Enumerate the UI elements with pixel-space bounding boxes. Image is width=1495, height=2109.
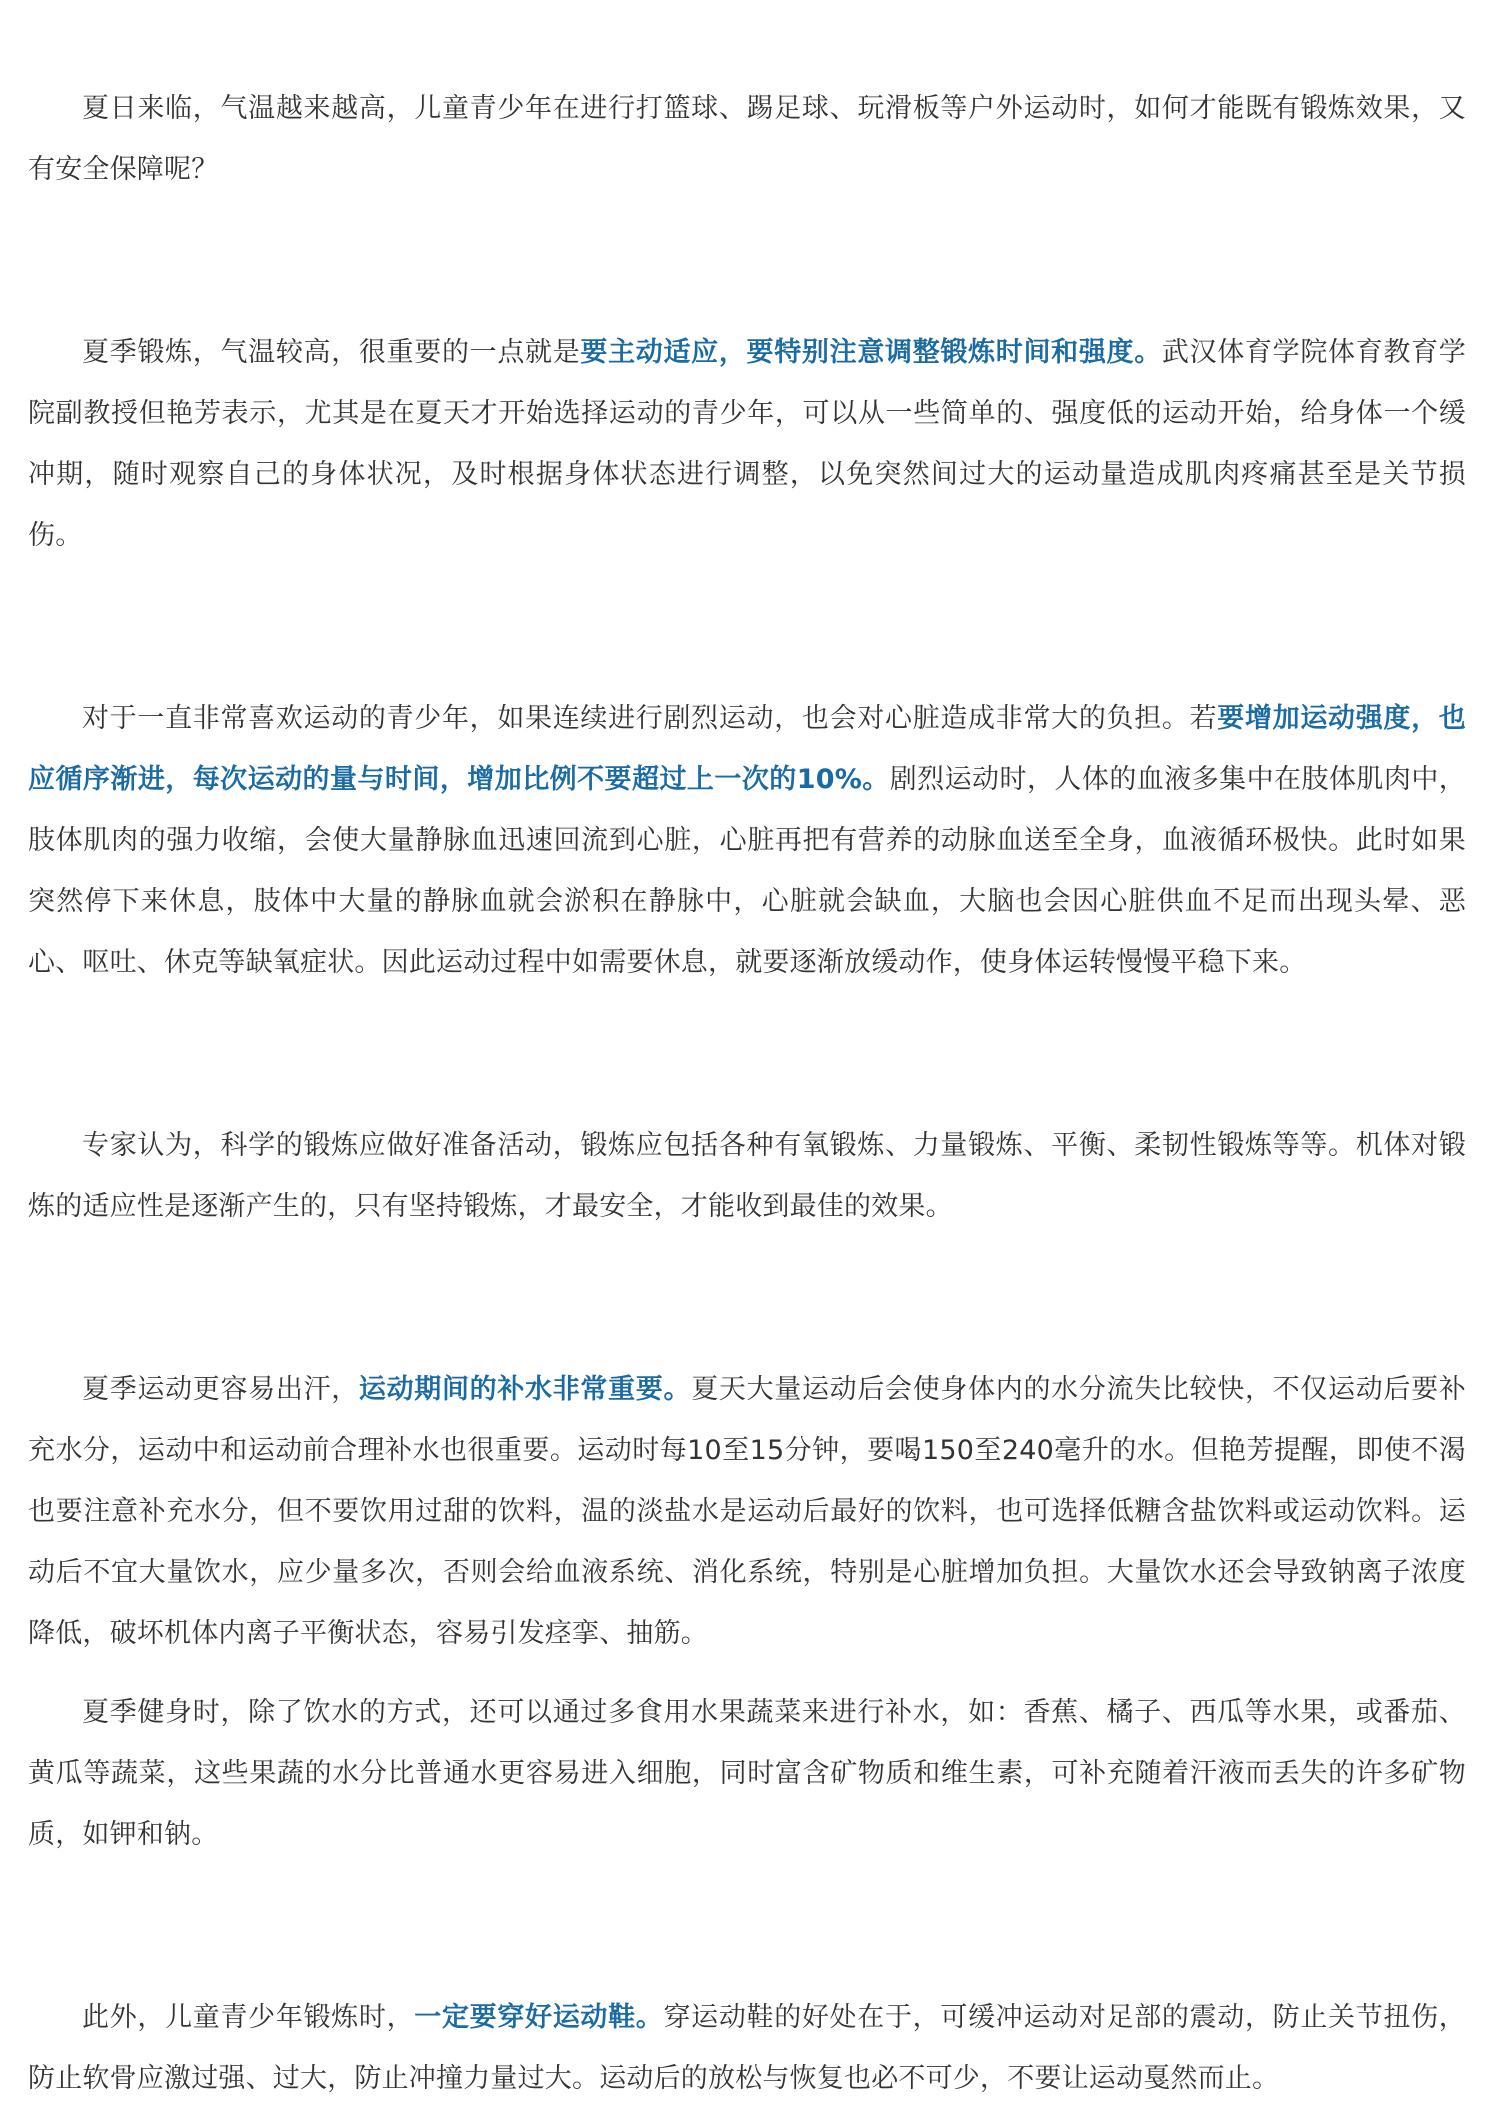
paragraph-text: 夏天大量运动后会使身体内的水分流失比较快，不仅运动后要补充水分，运动中和运动前合理补水也很重要。运动时每10至15分钟，要喝150至240毫升的水。但艳芳提醒，即使不渴也要注意补充水分，但不要饮用过甜的饮料，温的淡盐水是运动后最好的饮料，也可选择低糖含盐饮料或运动饮料。运动后不宜大量饮水，应少量多次，否则会给血液系统、消化系统，特别是心脏增加负担。大量饮水还会导致钠离子浓度降低，破坏机体内离子平衡状态，容易引发痉挛、抽筋。 — [28, 1374, 1467, 1649]
highlighted-text: 一定要穿好运动鞋。 — [414, 2002, 664, 2033]
paragraph-hydration — [28, 1359, 1466, 1664]
paragraph-text: 夏季健身时，除了饮水的方式，还可以通过多食用水果蔬菜来进行补水，如：香蕉、橘子、西瓜等水果，或番茄、黄瓜等蔬菜，这些果蔬的水分比普通水更容易进入细胞，同时富含矿物质和维生素，可补充随着汗液而丢失的许多矿物质，如钾和钠。 — [28, 1697, 1466, 1850]
paragraph-sports-shoes — [28, 1987, 1466, 2109]
paragraph-adaptation — [28, 322, 1466, 566]
highlighted-text: 要增加运动强度，也应循序渐进，每次运动的量与时间，增加比例不要超过上一次的10%。 — [28, 703, 1466, 795]
paragraph-text: 此外，儿童青少年锻炼时， — [82, 2002, 415, 2033]
paragraph-text: 夏日来临，气温越来越高，儿童青少年在进行打篮球、踢足球、玩滑板等户外运动时，如何才能既有锻炼效果，又有安全保障呢？ — [28, 93, 1466, 185]
article-body — [28, 78, 1466, 2109]
paragraph-intro — [28, 78, 1466, 200]
paragraph-intensity — [28, 688, 1466, 993]
highlighted-text: 要主动适应，要特别注意调整锻炼时间和强度。 — [580, 337, 1162, 368]
paragraph-text: 剧烈运动时，人体的血液多集中在肢体肌肉中，肢体肌肉的强力收缩，会使大量静脉血迅速回流到心脏，心脏再把有营养的动脉血送至全身，血液循环极快。此时如果突然停下来休息，肢体中大量的静脉血就会淤积在静脉中，心脏就会缺血，大脑也会因心脏供血不足而出现头晕、恶心、呕吐、休克等缺氧症状。因此运动过程中如需要休息，就要逐渐放缓动作，使身体运转慢慢平稳下来。 — [28, 764, 1466, 978]
paragraph-text: 夏季锻炼，气温较高，很重要的一点就是 — [82, 337, 581, 368]
paragraph-text: 穿运动鞋的好处在于，可缓冲运动对足部的震动，防止关节扭伤，防止软骨应激过强、过大，防止冲撞力量过大。运动后的放松与恢复也必不可少，不要让运动戛然而止。 — [28, 2002, 1466, 2094]
paragraph-expert-advice — [28, 1115, 1466, 1237]
paragraph-text: 专家认为，科学的锻炼应做好准备活动，锻炼应包括各种有氧锻炼、力量锻炼、平衡、柔韧性锻炼等等。机体对锻炼的适应性是逐渐产生的，只有坚持锻炼，才最安全，才能收到最佳的效果。 — [28, 1130, 1466, 1222]
paragraph-text: 对于一直非常喜欢运动的青少年，如果连续进行剧烈运动，也会对心脏造成非常大的负担。若 — [82, 703, 1218, 734]
paragraph-text: 夏季运动更容易出汗， — [82, 1374, 359, 1405]
highlighted-text: 运动期间的补水非常重要。 — [358, 1374, 692, 1405]
paragraph-fruits-vegetables — [28, 1682, 1466, 1865]
paragraph-text: 武汉体育学院体育教育学院副教授但艳芳表示，尤其是在夏天才开始选择运动的青少年，可以从一些简单的、强度低的运动开始，给身体一个缓冲期，随时观察自己的身体状况，及时根据身体状态进行调整，以免突然间过大的运动量造成肌肉疼痛甚至是关节损伤。 — [28, 337, 1467, 551]
